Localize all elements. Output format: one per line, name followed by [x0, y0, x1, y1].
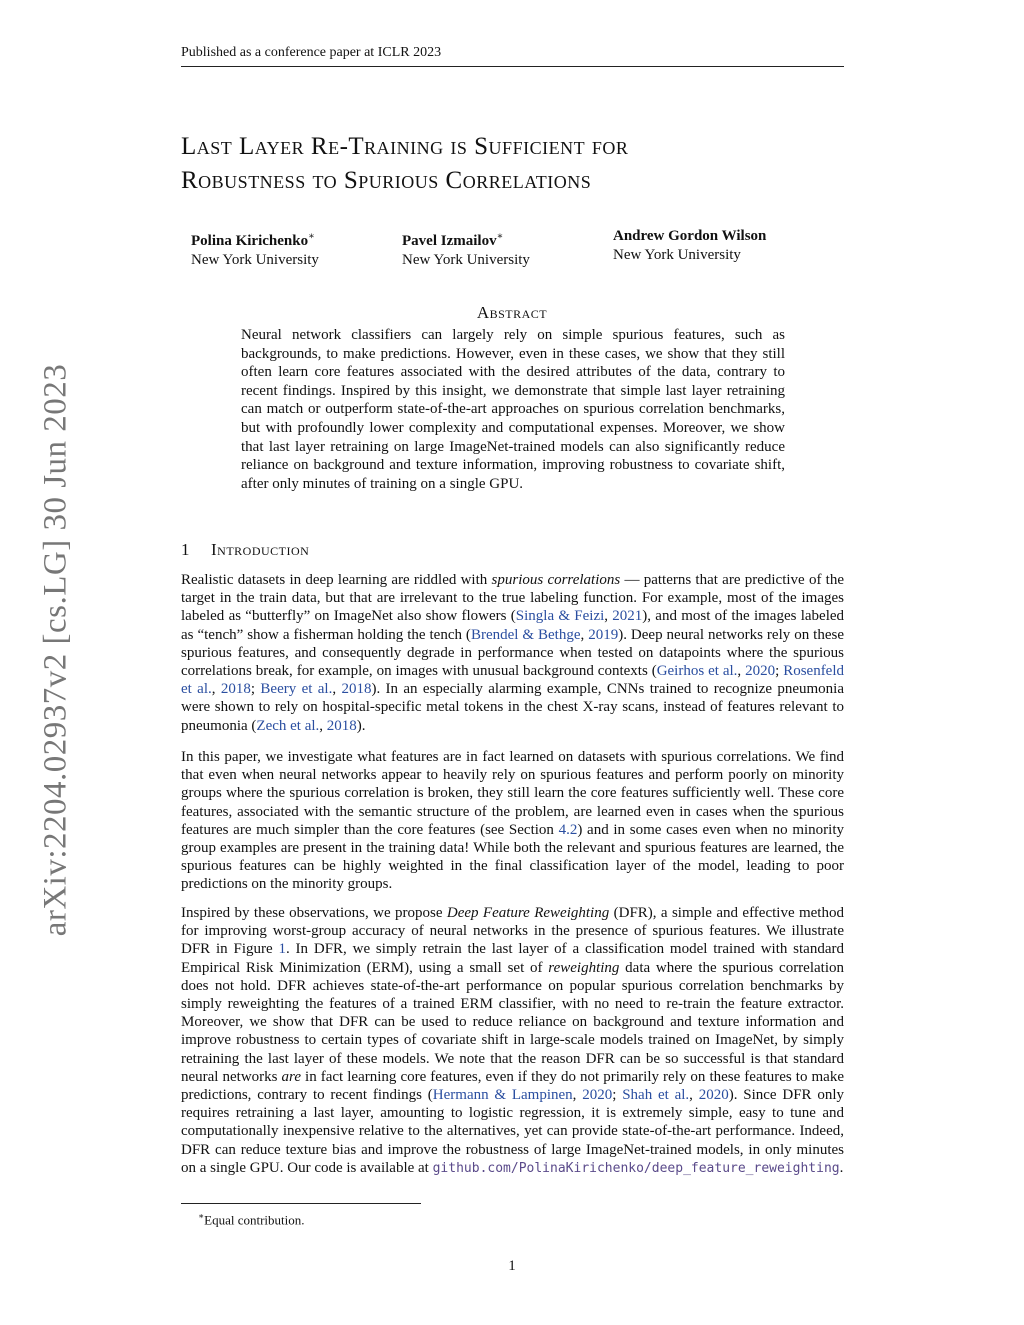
- intro-paragraph-3: [181, 904, 844, 1178]
- abstract-heading: Abstract: [476, 303, 548, 322]
- citation-link[interactable]: Beery et al.: [260, 681, 333, 698]
- figure-ref-link[interactable]: 1: [278, 941, 286, 958]
- text-span: ,: [580, 626, 589, 643]
- text-span: ,: [604, 608, 613, 625]
- citation-link[interactable]: Rosenfeld et al.: [181, 663, 845, 698]
- text-span: .: [839, 1159, 844, 1176]
- conference-header: Published as a conference paper at ICLR 2023: [181, 44, 844, 67]
- text-span: ;: [612, 1087, 623, 1104]
- citation-link[interactable]: Shah et al.: [622, 1087, 690, 1104]
- citation-link[interactable]: Zech et al.: [256, 717, 320, 734]
- citation-year-link[interactable]: 2020: [698, 1087, 729, 1104]
- text-span: Realistic datasets in deep learning are riddled with: [181, 572, 492, 588]
- code-repository-link[interactable]: github.com/PolinaKirichenko/deep_feature_reweighting: [432, 1160, 840, 1176]
- citation-year-link[interactable]: 2021: [612, 608, 643, 625]
- author-mark: ∗: [308, 231, 315, 242]
- footnote: [198, 1208, 305, 1228]
- text-span: ). In an especially alarming example, CNNs trained to recognize pneumonia were shown to rely on hospital-specific metal tokens in the chest X-ray scans, instead of features relevant to pneumonia (: [181, 681, 845, 734]
- section-title: Introduction: [211, 540, 310, 559]
- text-span: ,: [211, 681, 221, 698]
- emphasis: spurious correlations: [491, 572, 621, 588]
- author-affiliation: New York University: [191, 252, 319, 268]
- citation-year-link[interactable]: 2019: [588, 626, 619, 643]
- emphasis: are: [281, 1068, 301, 1085]
- citation-year-link[interactable]: 2018: [220, 681, 251, 698]
- author-1: [191, 227, 319, 270]
- text-span: ,: [572, 1087, 583, 1104]
- author-name: Andrew Gordon Wilson: [613, 228, 767, 244]
- author-3: [613, 227, 766, 265]
- text-span: Inspired by these observations, we propose: [181, 905, 447, 921]
- paper-title: [181, 130, 881, 198]
- emphasis: Deep Feature Reweighting: [446, 905, 610, 921]
- citation-year-link[interactable]: 2020: [582, 1087, 613, 1104]
- title-line-1: Last Layer Re-Training is Sufficient for: [181, 133, 629, 160]
- intro-paragraph-2: [181, 748, 844, 894]
- citation-link[interactable]: Geirhos et al.: [656, 663, 738, 680]
- text-span: ,: [319, 717, 327, 734]
- text-span: ). Since DFR only requires retraining a last layer, amounting to logistic regression, it is extremely simple, easy to tune and computationally inexpensive relative to the alternatives, yet can provide state-of-the-art performance. Indeed, DFR can reduce texture bias and improve the robustness of large ImageNet-trained models, in only minutes on a single GPU. Our code is available at: [181, 1087, 845, 1176]
- footnote-mark: ∗: [198, 1211, 205, 1221]
- title-line-2: Robustness to Spurious Correlations: [181, 167, 592, 194]
- section-number: 1: [181, 540, 190, 559]
- text-span: ,: [689, 1087, 699, 1104]
- author-mark: ∗: [496, 231, 504, 242]
- text-span: (DFR), a simple and effective method for improving worst-group accuracy of neural networks in the presence of spurious features. We illustrate DFR in Figure: [181, 905, 844, 958]
- abstract-body: Neural network classifiers can largely rely on simple spurious features, such as backgrounds, to make predictions. However, even in these cases, we show that they still often learn core features associated with the desired attributes of the data, contrary to recent findings. Inspired by this insight, we demonstrate that simple last layer retraining can match or outperform state-of-the-art approaches on spurious correlation benchmarks, but with profoundly lower complexity and computational expenses. Moreover, we show that last layer retraining on large ImageNet-trained models can also significantly reduce reliance on background and texture information, improving robustness to covariate shift, after only minutes of training on a single GPU.: [241, 327, 785, 492]
- text-span: — patterns that are predictive of the target in the train data, but that are irrelevant to the true labeling function. For example, most of the images labeled as “butterfly” on ImageNet also show flowers (: [181, 572, 845, 625]
- text-span: ,: [737, 663, 746, 680]
- emphasis: reweighting: [548, 959, 620, 976]
- author-affiliation: New York University: [402, 252, 530, 268]
- author-affiliation: New York University: [613, 247, 741, 263]
- arxiv-identifier-stamp: arXiv:2204.02937v2 [cs.LG] 30 Jun 2023: [37, 363, 74, 937]
- section-heading-introduction: [181, 540, 309, 560]
- author-name: Pavel Izmailov: [402, 233, 497, 249]
- citation-link[interactable]: Hermann & Lampinen: [432, 1087, 573, 1104]
- footnote-divider: [181, 1203, 421, 1204]
- text-span: data where the spurious correlation does not hold. DFR achieves state-of-the-art performance on popular spurious correlation benchmarks by simply reweighting the features of a trained ERM classifier, with no need to re-train the feature extractor. Moreover, we show that DFR can be used to reduce reliance on background and texture information and improve robustness to certain types of covariate shift in large-scale models trained on ImageNet, by simply retraining the last layer of these models. We note that the reason DFR can be so successful is that standard neural networks: [181, 959, 844, 1085]
- text-span: ). Deep neural networks rely on these spurious features, and consequently degrade in performance when tested on datapoints where the spurious correlations break, for example, on images with unusual background contexts (: [181, 626, 844, 680]
- intro-paragraph-1: [181, 571, 844, 735]
- author-name: Polina Kirichenko: [191, 233, 309, 249]
- citation-link[interactable]: Singla & Feizi: [515, 608, 605, 625]
- text-span: ;: [250, 681, 261, 698]
- section-ref-link[interactable]: 4.2: [558, 821, 578, 838]
- text-span: ;: [775, 663, 784, 680]
- citation-year-link[interactable]: 2018: [326, 717, 357, 734]
- citation-year-link[interactable]: 2020: [745, 663, 776, 680]
- footnote-text: Equal contribution.: [204, 1212, 305, 1228]
- text-span: ) and in some cases even when no minority group examples are present in the training data! While both the relevant and spurious features are learned, the spurious features can be highly weighted in the final classification layer of the model, leading to poor predictions on the minority groups.: [181, 821, 844, 893]
- author-2: [402, 227, 530, 270]
- citation-year-link[interactable]: 2018: [341, 681, 372, 698]
- citation-link[interactable]: Brendel & Bethge: [470, 626, 581, 643]
- text-span: ,: [332, 681, 342, 698]
- text-span: . In DFR, we simply retrain the last layer of a classification model trained with standard Empirical Risk Minimization (ERM), using a small set of: [181, 941, 844, 976]
- text-span: In this paper, we investigate what features are in fact learned on datasets with spurious correlations. We find that even when neural networks appear to heavily rely on spurious features and perform poorly on minority groups where the spurious correlation is broken, they still learn the core features sufficiently well. These core features, associated with the semantic structure of the problem, are learned even in cases when the spurious features are much simpler than the core features (see Section: [181, 749, 844, 838]
- text-span: in fact learning core features, even if they do not primarily rely on these features to make predictions, contrary to recent findings (: [181, 1068, 844, 1104]
- text-span: ), and most of the images labeled as “tench” show a fisherman holding the tench (: [181, 608, 845, 643]
- text-span: ).: [356, 717, 366, 734]
- page-number: 1: [508, 1258, 516, 1274]
